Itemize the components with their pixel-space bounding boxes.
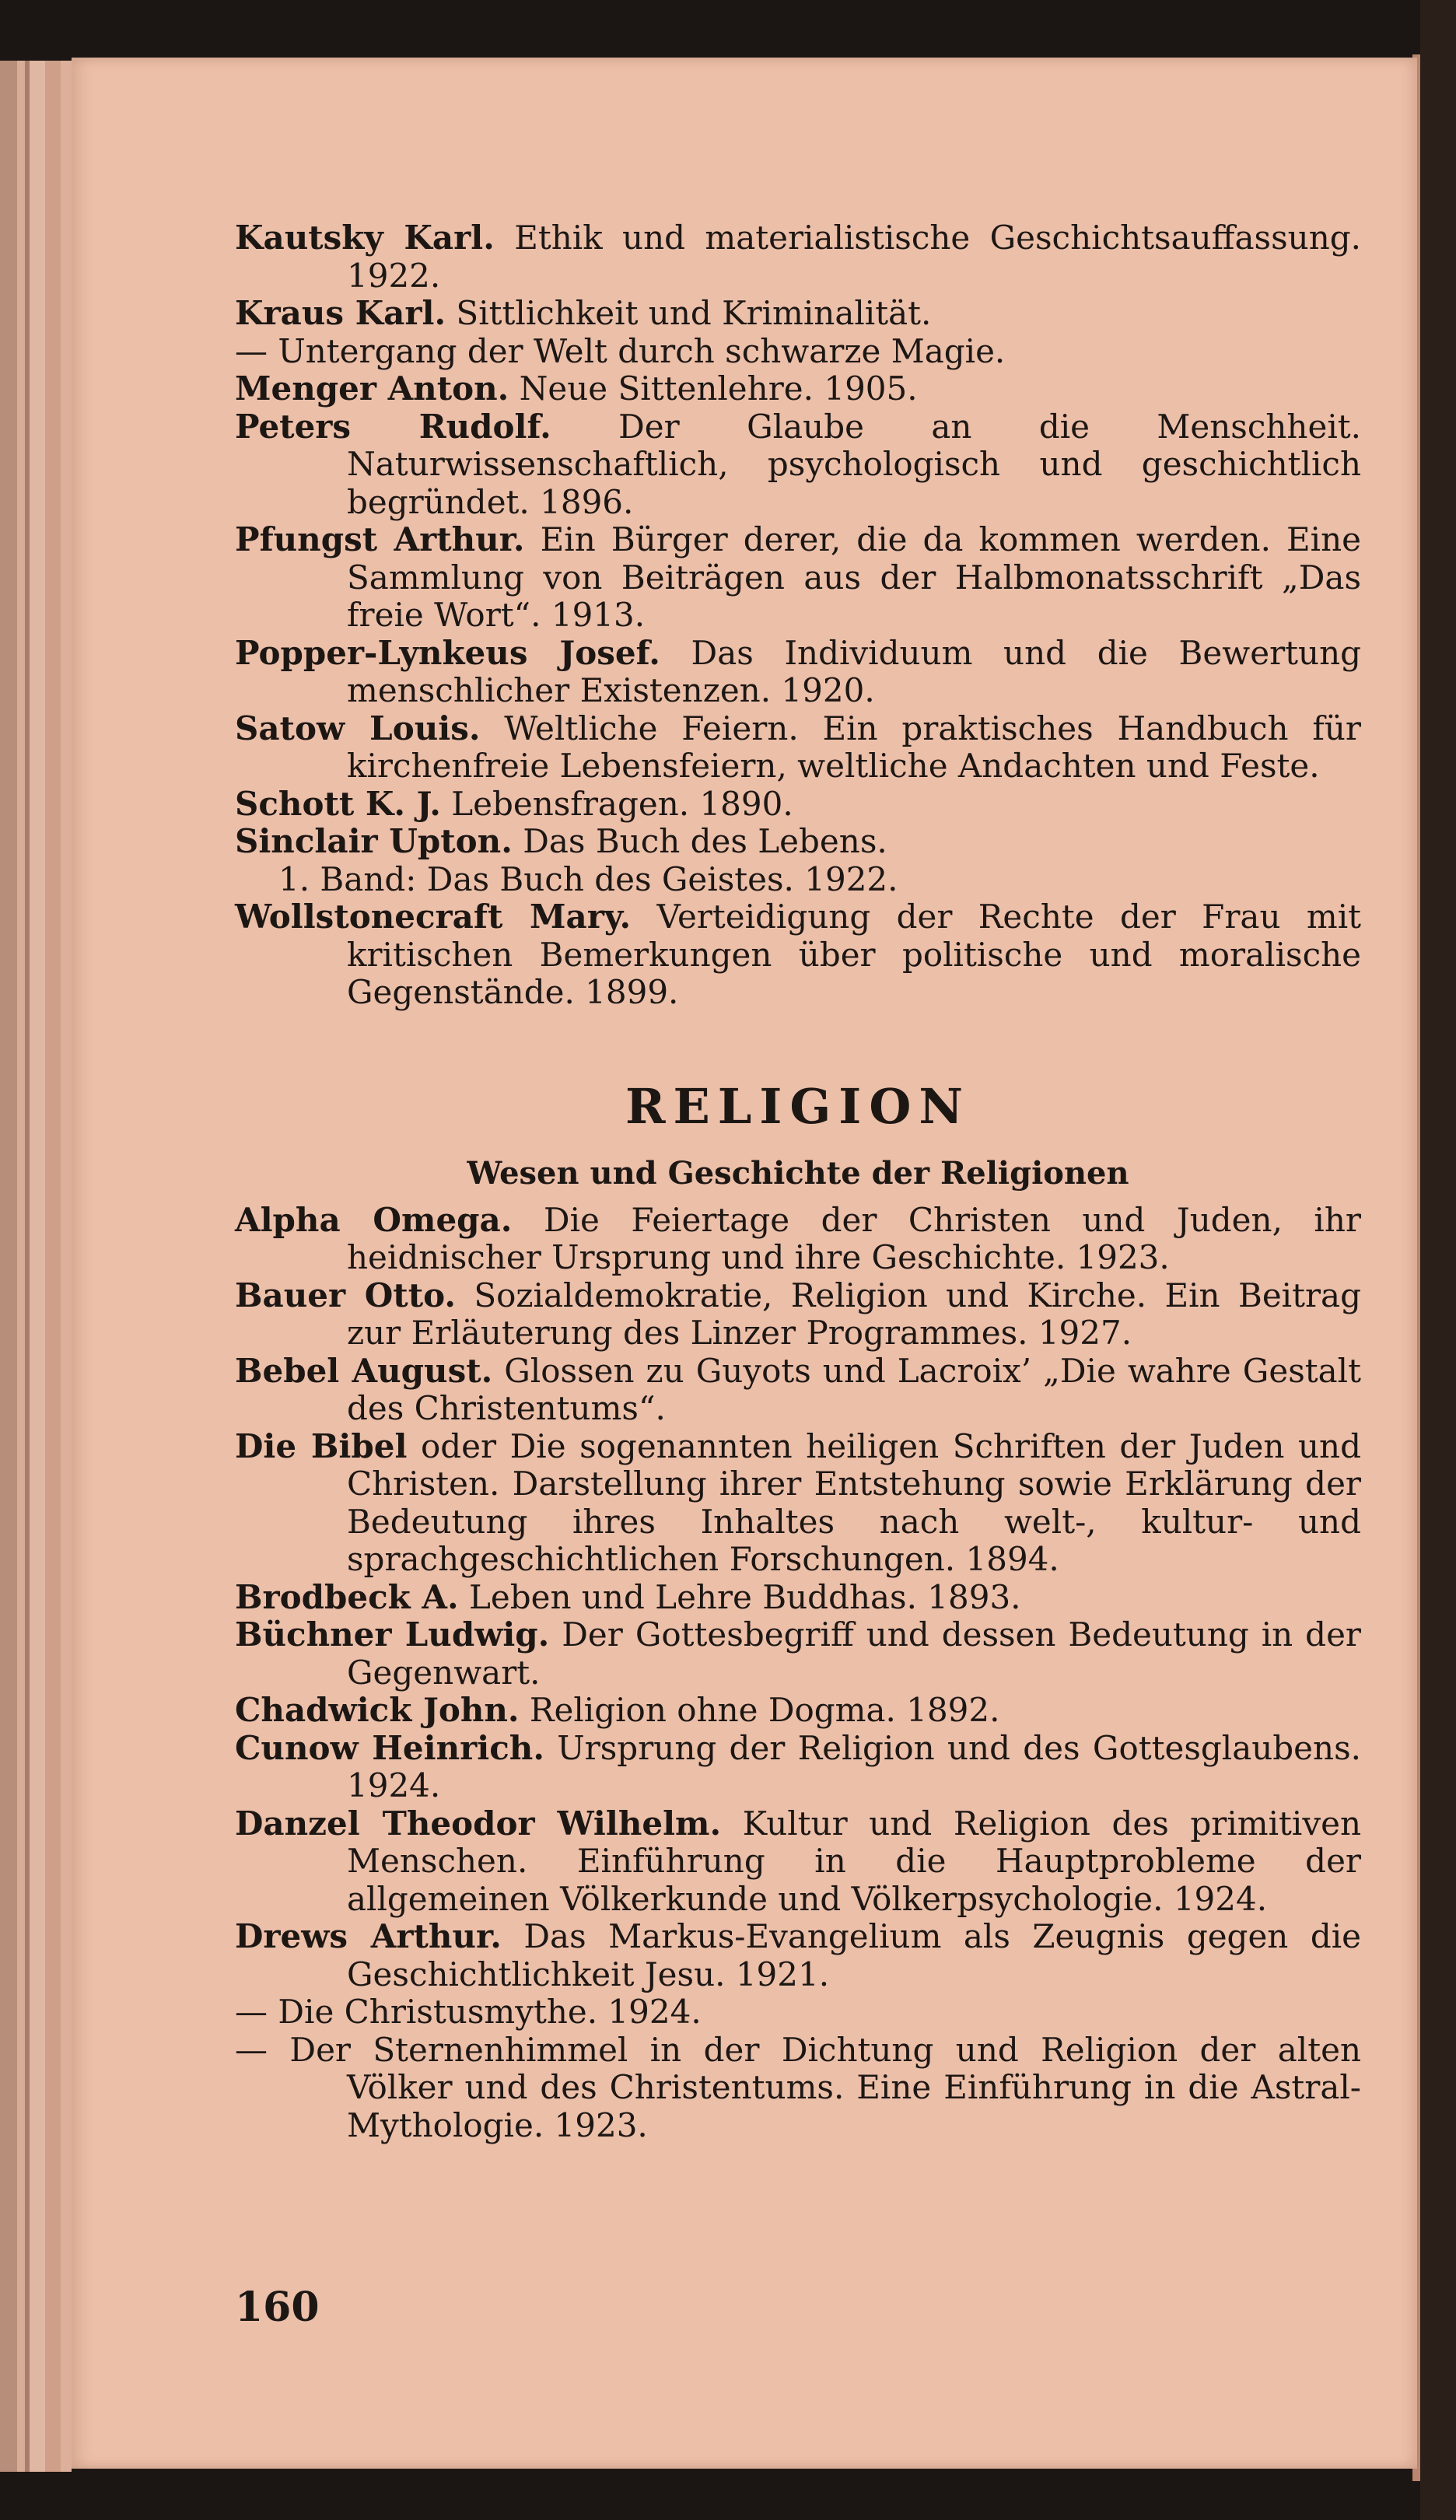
entry-title: Neue Sittenlehre. 1905. <box>509 369 918 408</box>
entry-author: Wollstonecraft Mary. <box>235 898 632 936</box>
bibliography-entry <box>235 333 1361 371</box>
entry-title: Die Christusmythe. 1924. <box>268 1993 702 2031</box>
bibliography-entry <box>235 1805 1361 1919</box>
bibliography-entry <box>235 1579 1361 1617</box>
bibliography-list-religion <box>235 1202 1361 2145</box>
entry-author: Popper-Lynkeus Josef. <box>235 633 660 672</box>
entry-author: Menger Anton. <box>235 369 509 408</box>
bibliography-entry <box>235 786 1361 824</box>
entry-author: Bauer Otto. <box>235 1276 457 1314</box>
bibliography-entry <box>235 861 1361 899</box>
bibliography-entry <box>235 1918 1361 1993</box>
entry-author: Büchner Ludwig. <box>235 1615 550 1654</box>
bibliography-entry <box>235 1730 1361 1805</box>
book-page <box>72 58 1417 2469</box>
entry-author: Bebel August. <box>235 1351 493 1390</box>
entry-author: Kautsky Karl. <box>235 219 495 257</box>
page-edge <box>61 61 72 2472</box>
entry-title: Das Markus-Evangelium als Zeugnis gegen die Geschichtlichkeit Jesu. 1921. <box>347 1917 1361 1993</box>
bibliography-entry <box>235 1993 1361 2032</box>
entry-author: Sinclair Upton. <box>235 822 513 860</box>
bibliography-entry <box>235 408 1361 522</box>
page-edge <box>0 61 17 2472</box>
bibliography-entry <box>235 710 1361 786</box>
section-title: RELIGION <box>625 1077 971 1135</box>
entry-title: Verteidigung der Rechte der Frau mit kritischen Bemerkungen über politische und moralische Gegenstände. 1899. <box>347 898 1362 1011</box>
page-edge <box>45 61 61 2472</box>
bibliography-entry <box>235 1428 1361 1579</box>
entry-title: Ethik und materialistische Geschichtsauffassung. 1922. <box>347 219 1361 295</box>
bibliography-entry <box>235 219 1361 295</box>
entry-author: — <box>235 1993 268 2031</box>
entry-title: Sozialdemokratie, Religion und Kirche. Ein Beitrag zur Erläuterung des Linzer Programmes. 1927. <box>347 1276 1361 1352</box>
page-edge <box>17 61 25 2472</box>
entry-title: Untergang der Welt durch schwarze Magie. <box>268 331 1006 370</box>
page-number: 160 <box>235 2284 320 2331</box>
entry-title: Lebensfragen. 1890. <box>440 784 793 823</box>
entry-title: Weltliche Feiern. Ein praktisches Handbuch für kirchenfreie Lebensfeiern, weltliche Andachten und Feste. <box>347 709 1361 785</box>
entry-title: Glossen zu Guyots und Lacroix’ „Die wahre Gestalt des Christentums“. <box>347 1351 1361 1427</box>
entry-title: Das Individuum und die Bewertung menschlicher Existenzen. 1920. <box>347 633 1362 709</box>
entry-author: Peters Rudolf. <box>235 407 551 446</box>
entry-author: Cunow Heinrich. <box>235 1728 544 1767</box>
entry-title: Der Glaube an die Menschheit. Naturwissenschaftlich, psychologisch und geschichtlich begründet. 1896. <box>347 407 1361 521</box>
entry-title: Sittlichkeit und Kriminalität. <box>446 294 932 332</box>
entry-author: Chadwick John. <box>235 1691 520 1729</box>
bibliography-entry <box>235 823 1361 861</box>
bibliography-entry <box>235 521 1361 635</box>
entry-title: Ein Bürger derer, die da kommen werden. Eine Sammlung von Beiträgen aus der Halbmonatsschrift „Das freie Wort“. 1913. <box>347 520 1361 634</box>
entry-title: Leben und Lehre Buddhas. 1893. <box>458 1577 1021 1616</box>
entry-title: Die Feiertage der Christen und Juden, ihr heidnischer Ursprung und ihre Geschichte. 1923. <box>347 1200 1361 1276</box>
entry-title: Religion ohne Dogma. 1892. <box>519 1691 1000 1729</box>
binding <box>1420 0 1456 2520</box>
bibliography-list-ethics <box>235 219 1361 1012</box>
entry-author: Satow Louis. <box>235 709 481 747</box>
entry-author: Danzel Theodor Wilhelm. <box>235 1804 722 1843</box>
bibliography-entry <box>235 1277 1361 1353</box>
bibliography-entry <box>235 1202 1361 1277</box>
entry-title: Der Gottesbegriff und dessen Bedeutung in der Gegenwart. <box>347 1615 1362 1692</box>
bibliography-entry <box>235 898 1361 1012</box>
entry-author: Die Bibel <box>235 1426 408 1465</box>
bibliography-entry <box>235 635 1361 710</box>
bibliography-entry <box>235 1616 1361 1692</box>
entry-author: Drews Arthur. <box>235 1917 502 1955</box>
entry-title: Der Sternenhimmel in der Dichtung und Religion der alten Völker und des Christentums. Eine Einführung in die Astral-Mythologie. 1923. <box>268 2030 1361 2144</box>
entry-title: 1. Band: Das Buch des Geistes. 1922. <box>278 859 898 898</box>
entry-title: Ursprung der Religion und des Gottesglaubens. 1924. <box>347 1728 1361 1804</box>
bibliography-entry <box>235 1353 1361 1428</box>
bibliography-entry <box>235 2032 1361 2145</box>
entry-title: oder Die sogenannten heiligen Schriften der Juden und Christen. Darstellung ihrer Entstehung sowie Erklärung der Bedeutung ihres Inhaltes nach welt-, kultur- und sprachgeschichtlichen Forschungen. 1894. <box>347 1426 1361 1578</box>
entry-author: Pfungst Arthur. <box>235 520 525 558</box>
entry-author: Schott K. J. <box>235 784 441 823</box>
entry-author: Kraus Karl. <box>235 294 446 332</box>
entry-author: — <box>235 2030 268 2069</box>
bibliography-entry <box>235 295 1361 333</box>
bibliography-entry <box>235 1692 1361 1730</box>
entry-author: Alpha Omega. <box>235 1200 513 1239</box>
entry-title: Kultur und Religion des primitiven Menschen. Einführung in die Hauptprobleme der allgemeinen Völkerkunde und Völkerpsychologie. 1924. <box>347 1804 1362 1918</box>
bibliography-entry <box>235 370 1361 408</box>
page-edge <box>30 61 45 2472</box>
section-subtitle: Wesen und Geschichte der Religionen <box>467 1154 1129 1192</box>
entry-title: Das Buch des Lebens. <box>512 822 887 860</box>
entry-author: Brodbeck A. <box>235 1577 459 1616</box>
entry-author: — <box>235 331 268 370</box>
page-text <box>235 219 1361 2144</box>
